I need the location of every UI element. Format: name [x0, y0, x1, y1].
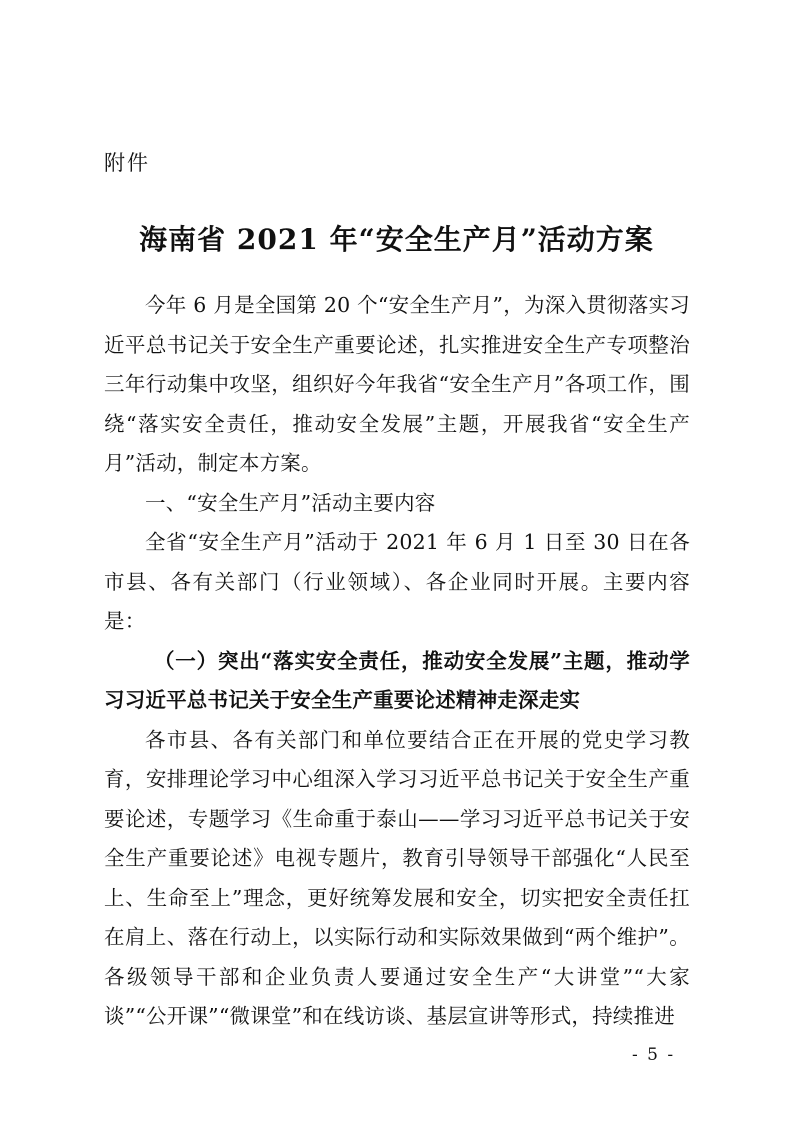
- document-body: [104, 286, 690, 1037]
- attachment-label: 附件: [104, 151, 150, 175]
- study-paragraph: 各市县、各有关部门和单位要结合正在开展的党史学习教育，安排理论学习中心组深入学习习近平总书记关于安全生产重要论述，专题学习《生命重于泰山——学习习近平总书记关于安全生产重要论述》电视专题片，教育引导领导干部强化“人民至上、生命至上”理念，更好统筹发展和安全，切实把安全责任扛在肩上、落在行动上，以实际行动和实际效果做到“两个维护”。各级领导干部和企业负责人要通过安全生产“大讲堂”“大家谈”“公开课”“微课堂”和在线访谈、基层宣讲等形式，持续推进: [104, 727, 690, 1028]
- section-heading-1: 一、“安全生产月”活动主要内容: [145, 490, 436, 515]
- subsection-heading-1: （一）突出“落实安全责任，推动安全发展”主题，推动学习习近平总书记关于安全生产重要论述精神走深走实: [104, 648, 690, 712]
- activity-period-paragraph: 全省“安全生产月”活动于 2021 年 6 月 1 日至 30 日在各市县、各有关部门（行业领域）、各企业同时开展。主要内容是：: [104, 530, 690, 633]
- page-number: - 5 -: [632, 1045, 676, 1065]
- intro-paragraph: 今年 6 月是全国第 20 个“安全生产月”，为深入贯彻落实习近平总书记关于安全生产重要论述，扎实推进安全生产专项整治三年行动集中攻坚，组织好今年我省“安全生产月”各项工作，围绕“落实安全责任，推动安全发展”主题，开展我省“安全生产月”活动，制定本方案。: [104, 293, 690, 475]
- document-title: 海南省 2021 年“安全生产月”活动方案: [139, 223, 654, 256]
